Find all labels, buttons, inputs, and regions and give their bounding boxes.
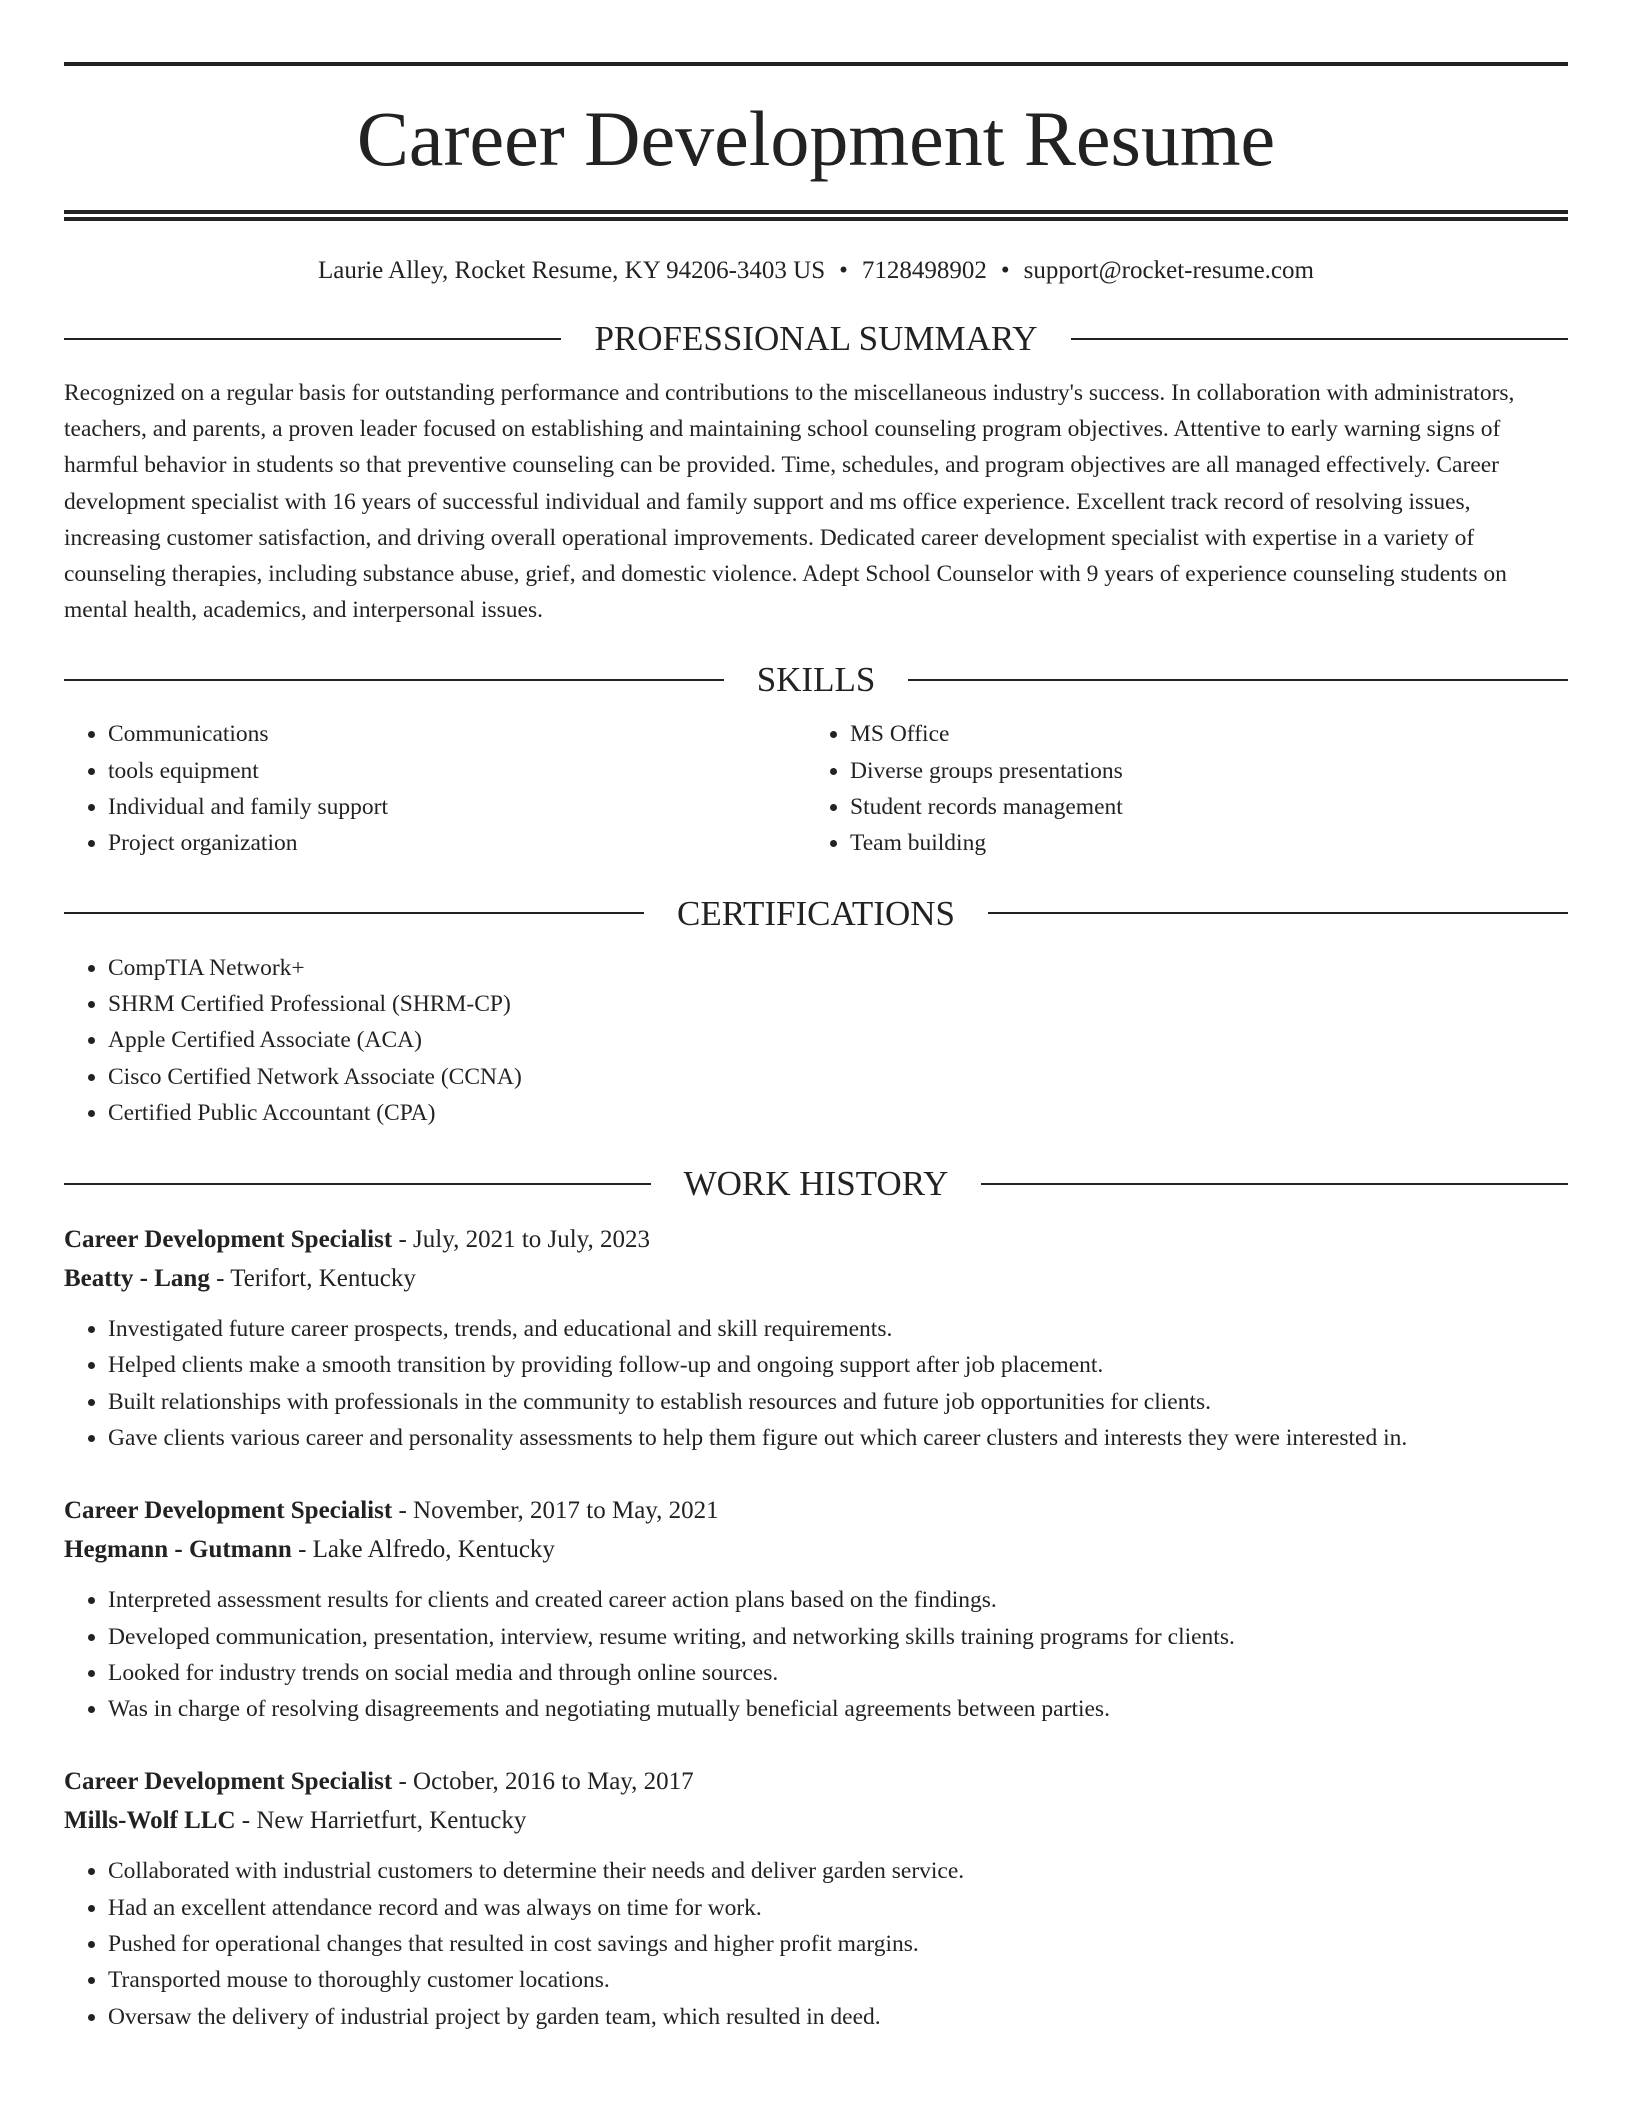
contact-line: [64, 258, 1568, 283]
job-location: - New Harrietfurt, Kentucky: [235, 1807, 527, 1835]
skills-list: [64, 716, 1568, 861]
job-company-line: [64, 1530, 1568, 1569]
job-title: Career Development Specialist: [64, 1226, 393, 1254]
skill-item: • Team building: [850, 825, 1548, 861]
job-title-line: [64, 1762, 1568, 1801]
job-duty-item: • Helped clients make a smooth transition by providing follow-up and ongoing support after job placement.: [108, 1347, 1568, 1383]
work-history-heading: WORK HISTORY: [683, 1164, 949, 1204]
skill-item: • Communications: [108, 716, 806, 752]
section-divider: [64, 679, 724, 681]
job-duty-item: • Built relationships with professionals in the community to establish resources and future job opportunities for clients.: [108, 1384, 1568, 1420]
job-company-line: [64, 1259, 1568, 1298]
certifications-list: [64, 950, 1568, 1131]
job-entry: [64, 1220, 1568, 1456]
certifications-heading: CERTIFICATIONS: [677, 893, 955, 933]
skill-item: • MS Office: [850, 716, 1548, 752]
job-duty-item: • Transported mouse to thoroughly customer locations.: [108, 1962, 1568, 1998]
skills-column-right: [806, 716, 1548, 861]
job-dates: - October, 2016 to May, 2017: [392, 1768, 694, 1796]
job-duty-item: • Was in charge of resolving disagreements and negotiating mutually beneficial agreements between parties.: [108, 1691, 1568, 1727]
contact-email: support@rocket-resume.com: [1023, 257, 1314, 284]
job-duty-item: • Interpreted assessment results for clients and created career action plans based on the findings.: [108, 1582, 1568, 1618]
job-title: Career Development Specialist: [64, 1768, 393, 1796]
job-location: - Terifort, Kentucky: [209, 1265, 416, 1293]
section-divider: [908, 679, 1568, 681]
contact-address: Laurie Alley, Rocket Resume, KY 94206-3403 US: [318, 257, 826, 284]
job-duty-item: • Oversaw the delivery of industrial project by garden team, which resulted in deed.: [108, 1999, 1568, 2035]
summary-heading: PROFESSIONAL SUMMARY: [594, 319, 1038, 358]
resume-title: Career Development Resume: [356, 95, 1276, 182]
skill-item: • Individual and family support: [108, 789, 806, 825]
job-duty-item: • Developed communication, presentation, interview, resume writing, and networking skills training programs for clients.: [108, 1619, 1568, 1655]
job-duty-item: • Pushed for operational changes that resulted in cost savings and higher profit margins.: [108, 1926, 1568, 1962]
job-company-line: [64, 1801, 1568, 1840]
job-duties: [64, 1311, 1568, 1456]
section-divider: [64, 1183, 651, 1185]
contact-phone: 7128498902: [861, 257, 987, 284]
job-duty-item: • Gave clients various career and personality assessments to help them figure out which career clusters and interests they were interested in.: [108, 1420, 1568, 1456]
contact-separator: •: [839, 257, 848, 284]
skills-heading: SKILLS: [756, 660, 876, 700]
top-rule: [64, 62, 1568, 66]
job-company: Beatty - Lang: [64, 1265, 210, 1293]
contact-separator: •: [1000, 257, 1010, 284]
title-double-rule: [64, 210, 1568, 221]
certification-item: • CompTIA Network+: [108, 950, 1568, 986]
certification-item: • Certified Public Accountant (CPA): [108, 1095, 1568, 1131]
job-duty-item: • Looked for industry trends on social media and through online sources.: [108, 1655, 1568, 1691]
skill-item: • tools equipment: [108, 753, 806, 789]
skill-item: • Student records management: [850, 789, 1548, 825]
job-entry: [64, 1491, 1568, 1727]
job-company: Mills-Wolf LLC: [64, 1807, 236, 1835]
job-company: Hegmann - Gutmann: [64, 1536, 292, 1564]
section-divider: [64, 338, 561, 340]
section-divider: [988, 912, 1568, 914]
section-divider: [981, 1183, 1568, 1185]
job-duty-item: • Had an excellent attendance record and was always on time for work.: [108, 1890, 1568, 1926]
skill-item: • Project organization: [108, 825, 806, 861]
work-history-section-header: [64, 1164, 1568, 1204]
section-divider: [64, 912, 644, 914]
job-entry: [64, 1762, 1568, 2034]
job-dates: - July, 2021 to July, 2023: [392, 1226, 651, 1254]
job-duties: [64, 1853, 1568, 2034]
job-location: - Lake Alfredo, Kentucky: [291, 1536, 555, 1564]
skill-item: • Diverse groups presentations: [850, 753, 1548, 789]
job-title-line: [64, 1220, 1568, 1259]
certification-item: • SHRM Certified Professional (SHRM-CP): [108, 986, 1568, 1022]
job-dates: - November, 2017 to May, 2021: [392, 1497, 719, 1525]
certification-item: • Apple Certified Associate (ACA): [108, 1022, 1568, 1058]
job-duty-item: • Investigated future career prospects, trends, and educational and skill requirements.: [108, 1311, 1568, 1347]
skills-column-left: [64, 716, 806, 861]
certification-item: • Cisco Certified Network Associate (CCNA): [108, 1059, 1568, 1095]
section-divider: [1071, 338, 1568, 340]
certifications-section-header: [64, 893, 1568, 933]
job-title: Career Development Specialist: [64, 1497, 393, 1525]
job-title-line: [64, 1491, 1568, 1530]
skills-section-header: [64, 660, 1568, 700]
summary-text: Recognized on a regular basis for outstanding performance and contributions to the miscellaneous industry's success. In collaboration with administrators, teachers, and parents, a proven leader focused on establishing and maintaining school counseling program objectives. Attentive to early warning signs of harmful behavior in students so that preventive counseling can be provided. Time, schedules, and program objectives are all managed effectively. Career development specialist with 16 years of successful individual and family support and ms office experience. Excellent track record of resolving issues, increasing customer satisfaction, and driving overall operational improvements. Dedicated career development specialist with expertise in a variety of counseling therapies, including substance abuse, grief, and domestic violence. Adept School Counselor with 9 years of experience counseling students on mental health, academics, and interpersonal issues.: [64, 380, 1515, 624]
job-duties: [64, 1582, 1568, 1727]
job-duty-item: • Collaborated with industrial customers to determine their needs and deliver garden service.: [108, 1853, 1568, 1889]
summary-section-header: [64, 321, 1568, 356]
